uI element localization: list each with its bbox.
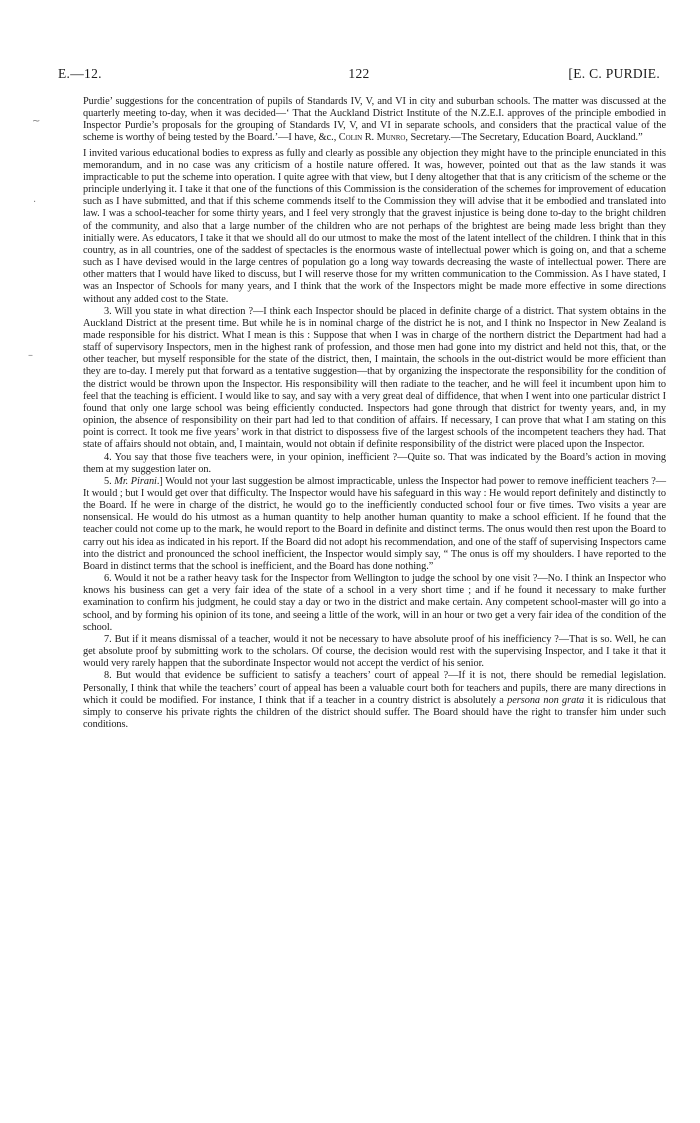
- paragraph-text: , Secretary.—The Secretary, Education Board, Auckland.”: [405, 132, 643, 144]
- document-body: [83, 96, 666, 731]
- paragraph-text: Purdie’ suggestions for the concentration of pupils of Standards IV, V, and VI in city and suburban schools. The matter was discussed at the quarterly meeting to-day, when it was decided—‘ That the Auckland District Institute of the N.Z.E.I. approves of the principle embodied in Inspector Purdie’s proposals for the grouping of Standards IV, V, and VI in separate schools, and considers that the practical value of the scheme is worthy of being tested by the Board.’—I have, &c.,: [83, 96, 666, 144]
- margin-mark: ~: [32, 116, 41, 127]
- paragraph-text: 7. But if it means dismissal of a teacher, would it not be necessary to have absolute proof of his inefficiency ?—That is so. Well, he can get absolute proof by submitting work to the scholars. Of course, the decision would rest with the supervising Inspector, and I take it that it would very rarely happen that the subordinate Inspector would not accept the verdict of his senior.: [83, 633, 666, 670]
- paragraph-text: 6. Would it not be a rather heavy task for the Inspector from Wellington to judge the school by one visit ?—No. I think an Inspector who knows his business can get a very fair idea of the state of a school in a very short time ; and if he found it necessary to make further examination to confirm his judgment, he could stay a day or two in the district and make certain. Any competent school-master will go into a school, and by forming his opinion of its tone, and seeing a little of the work, will in an hour or two get a very fair idea of the condition of the school.: [83, 573, 666, 633]
- emphasized-text: Colin R. Munro: [338, 132, 406, 144]
- emphasized-text: persona non grata: [507, 694, 585, 706]
- paragraph: [83, 148, 666, 306]
- margin-mark: .: [33, 194, 37, 205]
- paragraph: [83, 573, 666, 634]
- paragraph: [83, 670, 666, 731]
- paragraph: [83, 634, 666, 670]
- paragraph: [83, 452, 666, 476]
- emphasized-text: Mr. Pirani: [114, 475, 157, 487]
- paragraph: [83, 306, 666, 452]
- margin-mark: –: [28, 350, 33, 361]
- paragraph-text: 5.: [104, 475, 115, 487]
- paragraph: [83, 96, 666, 145]
- paragraph-text: 4. You say that those five teachers were, in your opinion, inefficient ?—Quite so. That was indicated by the Board’s action in moving them at my suggestion later on.: [83, 451, 666, 475]
- document-code: E.—12.: [58, 66, 102, 81]
- page-number: 122: [348, 66, 370, 81]
- paragraph-text: it is ridiculous that simply to conserve his private rights the children of the district should suffer. The Board should have the right to transfer him under such conditions.: [83, 694, 666, 730]
- paragraph-text: 3. Will you state in what direction ?—I think each Inspector should be placed in definite charge of a district. That system obtains in the Auckland District at the present time. But while he is in nominal charge of the district he is not, and I think no Inspector in New Zealand is made responsible for his district. What I mean is this : Suppose that when I was in charge of the northern district the Department had had a staff of supervisory Inspectors, men in the highest rank of profession, and those men had gone into my district and held not this, that, or the other teacher, but myself responsible for the state of the district, then, I maintain, the schools in the out-district would be more efficient than they are to-day. I merely put that forward as a tentative suggestion—that by organizing the inspectorate the responsibility for the condition of the district would be thrown upon the Inspector. His responsibility will then radiate to the teacher, and he will feel it incumbent upon him to feel that the teaching is efficient. I would like to say, and say with a very great deal of diffidence, that when I went into one particular district I found that only one large school was being efficiently conducted. Inspectors had gone through that district for twenty years, and, in my opinion, the absence of responsibility on their part had led to that condition of affairs. If necessary, I can prove that what I am stating on this point is correct. It took me five years’ work in that district to dispossess five of the largest schools of the incompetent teachers they had. That state of affairs should not obtain, and, I maintain, would not obtain if definite responsibility of the district were placed upon the Inspector.: [83, 305, 666, 451]
- paragraph-text: I invited various educational bodies to express as fully and clearly as possible any objection they might have to the principle enunciated in this memorandum, and in no case was any criticism of a hostile nature offered. It was, however, pointed out that as the law stands it was impracticable to put the scheme into operation. I quite agree with that view, but I deny altogether that that is any criticism of the scheme or the principle underlying it. I take it that one of the functions of this Commission is the consideration of the schemes for improvement of education such as I have submitted, and that if this scheme commends itself to the Commission they will advise that it be embodied and translated into law. I was a school-teacher for some thirty years, and I feel very strongly that the gravest injustice is being done to-day to the bright children of the community, and also that a large number of the children who are not perhaps of the brightest are being made less bright than they initially were. As educators, I take it that we should all do our utmost to make the most of the latent intellect of the children. I think that in this country, as in all countries, one of the saddest of spectacles is the enormous waste of intellectual power which is going on, and that a scheme such as I have devised would in the large centres of population go a long way towards decreasing the waste of intellectual power. There are other matters that I would have liked to discuss, but I will reserve those for my written communication to the Commission. As I have stated, I was an Inspector of Schools for many years, and I think that the work of the Inspectors might be made more effective in some directions without any added cost to the State.: [83, 147, 666, 305]
- running-header: [58, 66, 660, 82]
- witness-name: [E. C. PURDIE.: [568, 66, 660, 81]
- paragraph-text: .] Would not your last suggestion be almost impracticable, unless the Inspector had power to remove inefficient teachers ?—It would ; but I would get over that difficulty. The Inspector would have his safeguard in this way : He would report definitely and distinctly to the Board. If he were in charge of the district, he would go to the inefficiently conducted school four or five times. Two visits a year are nonsensical. He would do his utmost as a human quantity to help another human quantity to make a school efficient. If he found that the teacher could not come up to the mark, he would report to the Board in definite and distinct terms. The onus would then rest upon the Board to carry out his idea as indicated in his report. If the Board did not adopt his recommendation, and one of the staff of supervising Inspectors came into the district and pronounced the school inefficient, the Inspector would simply say, “ The onus is off my shoulders. I have reported to the Board in distinct terms that the school is inefficient, and the Board has done nothing.”: [83, 475, 666, 572]
- paragraph: [83, 476, 666, 573]
- paragraph-text: 8. But would that evidence be sufficient to satisfy a teachers’ court of appeal ?—If it is not, there should be remedial legislation. Personally, I think that while the teachers’ court of appeal has been a valuable court both for teachers and pupils, there are many directions in which it could be modified. For instance, I think that if a teacher in a country district is absolutely a: [83, 670, 666, 706]
